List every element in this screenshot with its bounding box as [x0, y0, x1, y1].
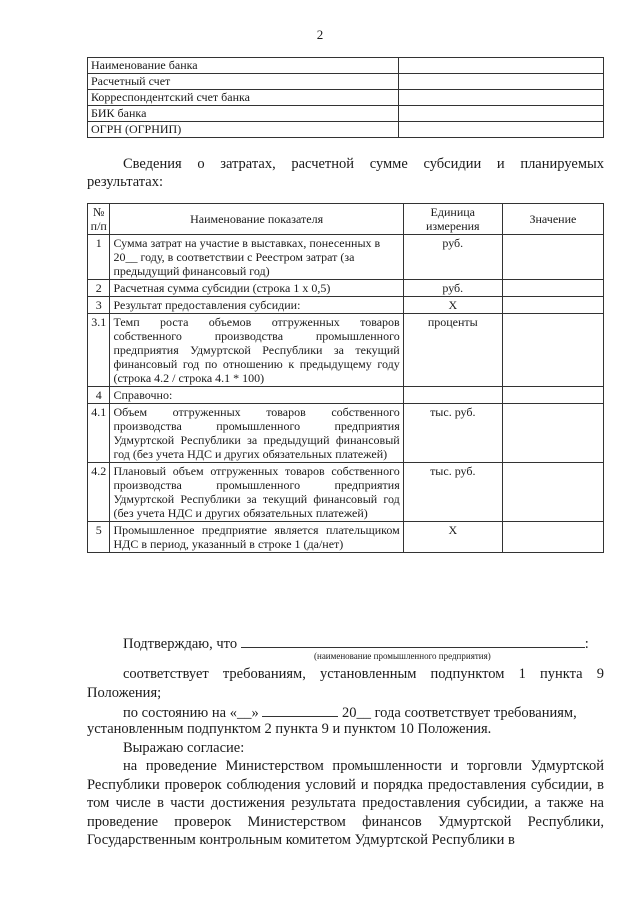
table-row — [88, 404, 604, 463]
row-unit: руб. — [403, 280, 502, 297]
intro-line-1: Сведения о затратах, расчетной сумме субсидии и планируемых — [123, 156, 604, 172]
row-value[interactable] — [502, 297, 603, 314]
row-num: 4 — [88, 387, 110, 404]
table-row — [88, 297, 604, 314]
confirm-suffix: : — [584, 636, 589, 652]
date-prefix: по состоянию на «__» — [123, 705, 259, 721]
corr-account-label: Корреспондентский счет банка — [88, 90, 399, 106]
row-num: 4.1 — [88, 404, 110, 463]
row-num: 3.1 — [88, 314, 110, 387]
table-row — [88, 280, 604, 297]
confirm-prefix: Подтверждаю, что — [123, 636, 238, 652]
table-row — [88, 314, 604, 387]
company-name-caption: (наименование промышленного предприятия) — [314, 651, 491, 661]
row-unit: руб. — [403, 235, 502, 280]
table-row — [88, 387, 604, 404]
account-label: Расчетный счет — [88, 74, 399, 90]
ogrn-label: ОГРН (ОГРНИП) — [88, 122, 399, 138]
row-name: Темп роста объемов отгруженных товаров собственного производства промышленного предприятия Удмуртской Республики за текущий финансовый год по отношению к предыдущему году (строка 4.2 / строка 4.1 * 100) — [110, 314, 403, 387]
bank-row — [88, 90, 604, 106]
row-name: Расчетная сумма субсидии (строка 1 x 0,5) — [110, 280, 403, 297]
row-name: Промышленное предприятие является плательщиком НДС в период, указанный в строке 1 (да/нет) — [110, 522, 403, 553]
row-name: Объем отгруженных товаров собственного производства промышленного предприятия Удмуртской Республики за предыдущий финансовый год (без учета НДС и других обязательных платежей) — [110, 404, 403, 463]
account-value[interactable] — [399, 74, 604, 90]
row-num: 1 — [88, 235, 110, 280]
table-row — [88, 522, 604, 553]
bik-value[interactable] — [399, 106, 604, 122]
row-unit: X — [403, 297, 502, 314]
row-value[interactable] — [502, 404, 603, 463]
row-num: 2 — [88, 280, 110, 297]
intro-line-2: результатах: — [87, 174, 163, 190]
row-value[interactable] — [502, 314, 603, 387]
row-num: 3 — [88, 297, 110, 314]
row-value[interactable] — [502, 463, 603, 522]
indicators-table — [87, 203, 604, 553]
header-num: № п/п — [88, 204, 110, 235]
bank-row — [88, 106, 604, 122]
paragraph-requirement-1: соответствует требованиям, установленным подпунктом 1 пункта 9 Положения; — [87, 666, 604, 701]
table-header-row — [88, 204, 604, 235]
header-value: Значение — [502, 204, 603, 235]
consent-heading: Выражаю согласие: — [123, 740, 245, 756]
row-num: 4.2 — [88, 463, 110, 522]
corr-account-value[interactable] — [399, 90, 604, 106]
company-name-blank[interactable] — [241, 633, 585, 648]
row-unit: тыс. руб. — [403, 463, 502, 522]
page-number: 2 — [316, 27, 324, 42]
bank-name-value[interactable] — [399, 58, 604, 74]
table-row — [88, 463, 604, 522]
bank-details-table — [87, 57, 604, 138]
row-unit: проценты — [403, 314, 502, 387]
bank-row — [88, 74, 604, 90]
row-unit — [403, 387, 502, 404]
header-name: Наименование показателя — [110, 204, 403, 235]
ogrn-value[interactable] — [399, 122, 604, 138]
header-unit: Единица измерения — [403, 204, 502, 235]
paragraph-requirement-2: установленным подпунктом 2 пункта 9 и пунктом 10 Положения. — [87, 721, 492, 737]
date-suffix: 20__ года соответствует требованиям, — [341, 705, 577, 721]
row-name: Сумма затрат на участие в выставках, понесенных в 20__ году, в соответствии с Реестром затрат (за предыдущий финансовый год) — [110, 235, 403, 280]
row-value[interactable] — [502, 280, 603, 297]
bank-name-label: Наименование банка — [88, 58, 399, 74]
bank-row — [88, 122, 604, 138]
row-num: 5 — [88, 522, 110, 553]
bank-row — [88, 58, 604, 74]
paragraph-consent: на проведение Министерством промышленности и торговли Удмуртской Республики проверок соблюдения условий и порядка предоставления субсидии, в том числе в части достижения результата предоставления субсидии, а также на проведение проверок Министерством финансов Удмуртской Республики, Государственным контрольным комитетом Удмуртской Республики в — [87, 758, 604, 848]
table-row — [88, 235, 604, 280]
row-unit: тыс. руб. — [403, 404, 502, 463]
row-unit: X — [403, 522, 502, 553]
row-name: Результат предоставления субсидии: — [110, 297, 403, 314]
bik-label: БИК банка — [88, 106, 399, 122]
month-blank[interactable] — [262, 702, 338, 717]
row-name: Справочно: — [110, 387, 403, 404]
row-name: Плановый объем отгруженных товаров собственного производства промышленного предприятия Удмуртской Республики за текущий финансовый год (без учета НДС и других обязательных платежей) — [110, 463, 403, 522]
row-value[interactable] — [502, 387, 603, 404]
row-value[interactable] — [502, 235, 603, 280]
row-value[interactable] — [502, 522, 603, 553]
